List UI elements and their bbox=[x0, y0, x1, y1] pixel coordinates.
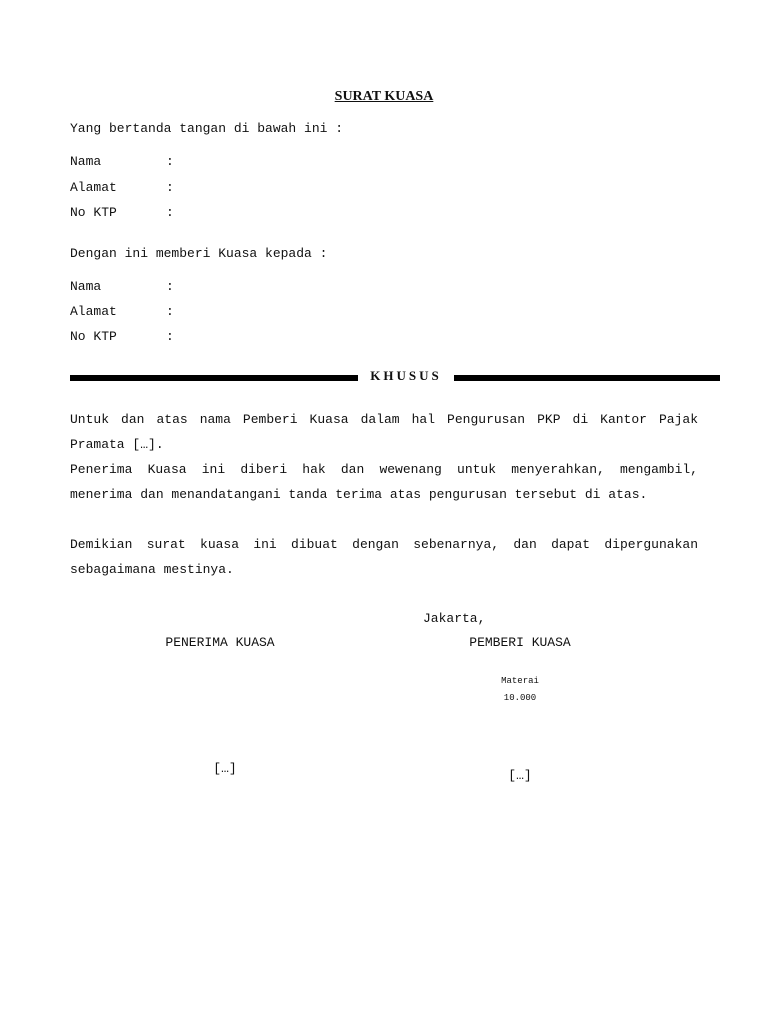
body-paragraph-3: Demikian surat kuasa ini dibuat dengan sebenarnya, dan dapat dipergunakan sebagaimana mestinya. bbox=[70, 537, 698, 577]
field-label: Alamat bbox=[70, 304, 117, 319]
field-separator: : bbox=[166, 154, 174, 169]
body-paragraph-2: Penerima Kuasa ini diberi hak dan wewenang untuk menyerahkan, mengambil, menerima dan menandatangani tanda terima atas pengurusan tersebut di atas. bbox=[70, 462, 698, 502]
field-label: No KTP bbox=[70, 329, 117, 344]
document-title: SURAT KUASA bbox=[334, 89, 434, 104]
place-line: Jakarta, bbox=[423, 611, 486, 626]
field-label: Nama bbox=[70, 279, 102, 294]
grantee-address-field bbox=[70, 304, 174, 319]
field-separator: : bbox=[166, 180, 174, 195]
section-heading: KHUSUS bbox=[370, 368, 442, 383]
giver-name-placeholder: […] bbox=[508, 768, 532, 783]
stamp-value: 10.000 bbox=[503, 693, 537, 703]
field-label: Alamat bbox=[70, 180, 117, 195]
stamp-label: Materai bbox=[501, 676, 539, 686]
recipient-name-placeholder: […] bbox=[213, 761, 237, 776]
grantor-name-field bbox=[70, 154, 174, 169]
giver-label: PEMBERI KUASA bbox=[469, 635, 571, 650]
grantee-ktp-field bbox=[70, 329, 174, 344]
field-separator: : bbox=[166, 329, 174, 344]
field-separator: : bbox=[166, 279, 174, 294]
grantor-ktp-field bbox=[70, 205, 174, 220]
field-label: Nama bbox=[70, 154, 102, 169]
divider-bar-left bbox=[70, 375, 358, 381]
grantee-name-field bbox=[70, 279, 174, 294]
divider-bar-right bbox=[454, 375, 720, 381]
field-separator: : bbox=[166, 205, 174, 220]
section-divider bbox=[70, 368, 720, 387]
field-label: No KTP bbox=[70, 205, 117, 220]
intro-line: Yang bertanda tangan di bawah ini : bbox=[70, 121, 344, 136]
grant-line: Dengan ini memberi Kuasa kepada : bbox=[70, 246, 328, 261]
body-paragraph-1: Untuk dan atas nama Pemberi Kuasa dalam hal Pengurusan PKP di Kantor Pajak Pramata […]. bbox=[70, 412, 698, 452]
field-separator: : bbox=[166, 304, 174, 319]
grantor-address-field bbox=[70, 180, 174, 195]
recipient-label: PENERIMA KUASA bbox=[165, 635, 275, 650]
